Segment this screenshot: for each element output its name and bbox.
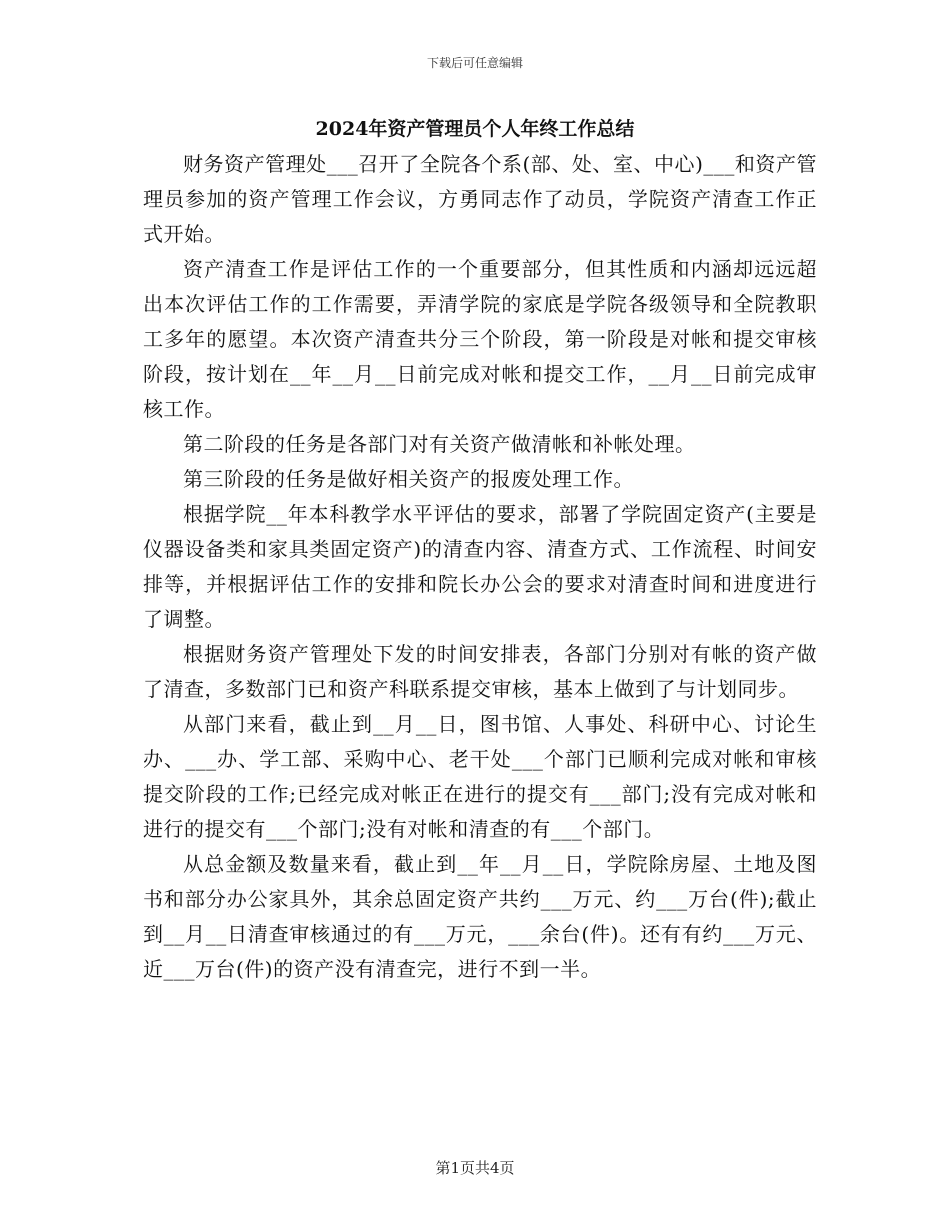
paragraph-6: 根据财务资产管理处下发的时间安排表，各部门分别对有帐的资产做了清查，多数部门已和资产科联系提交审核，基本上做到了与计划同步。 (143, 642, 817, 701)
paragraph-4: 第三阶段的任务是做好相关资产的报废处理工作。 (183, 467, 634, 491)
paragraph-5: 根据学院__年本科教学水平评估的要求，部署了学院固定资产(主要是仪器设备类和家具类固定资产)的清查内容、清查方式、工作流程、时间安排等，并根据评估工作的安排和院长办公会的要求对清查时间和进度进行了调整。 (143, 502, 817, 631)
paragraph-3: 第二阶段的任务是各部门对有关资产做清帐和补帐处理。 (183, 432, 696, 456)
page-number: 第1页共4页 (435, 1159, 515, 1177)
paragraph-8: 从总金额及数量来看，截止到__年__月__日，学院除房屋、土地及图书和部分办公家具外，其余总固定资产共约___万元、约___万台(件);截止到__月__日清查审核通过的有___万元，___余台(件)。还有有约___万元、近___万台(件)的资产没有清查完，进行不到一半。 (143, 852, 817, 981)
document-title: 2024年资产管理员个人年终工作总结 (315, 118, 635, 140)
header-note: 下载后可任意编辑 (426, 56, 523, 70)
paragraph-2: 资产清查工作是评估工作的一个重要部分，但其性质和内涵却远远超出本次评估工作的工作需要，弄清学院的家底是学院各级领导和全院教职工多年的愿望。本次资产清查共分三个阶段，第一阶段是对帐和提交审核阶段，按计划在__年__月__日前完成对帐和提交工作，__月__日前完成审核工作。 (143, 257, 817, 421)
document-body (143, 147, 817, 987)
paragraph-1: 财务资产管理处___召开了全院各个系(部、处、室、中心)___和资产管理员参加的资产管理工作会议，方勇同志作了动员，学院资产清查工作正式开始。 (143, 152, 817, 246)
paragraph-7: 从部门来看，截止到__月__日，图书馆、人事处、科研中心、讨论生办、___办、学工部、采购中心、老干处___个部门已顺利完成对帐和审核提交阶段的工作;已经完成对帐正在进行的提交有___部门;没有完成对帐和进行的提交有___个部门;没有对帐和清查的有___个部门。 (143, 712, 817, 841)
